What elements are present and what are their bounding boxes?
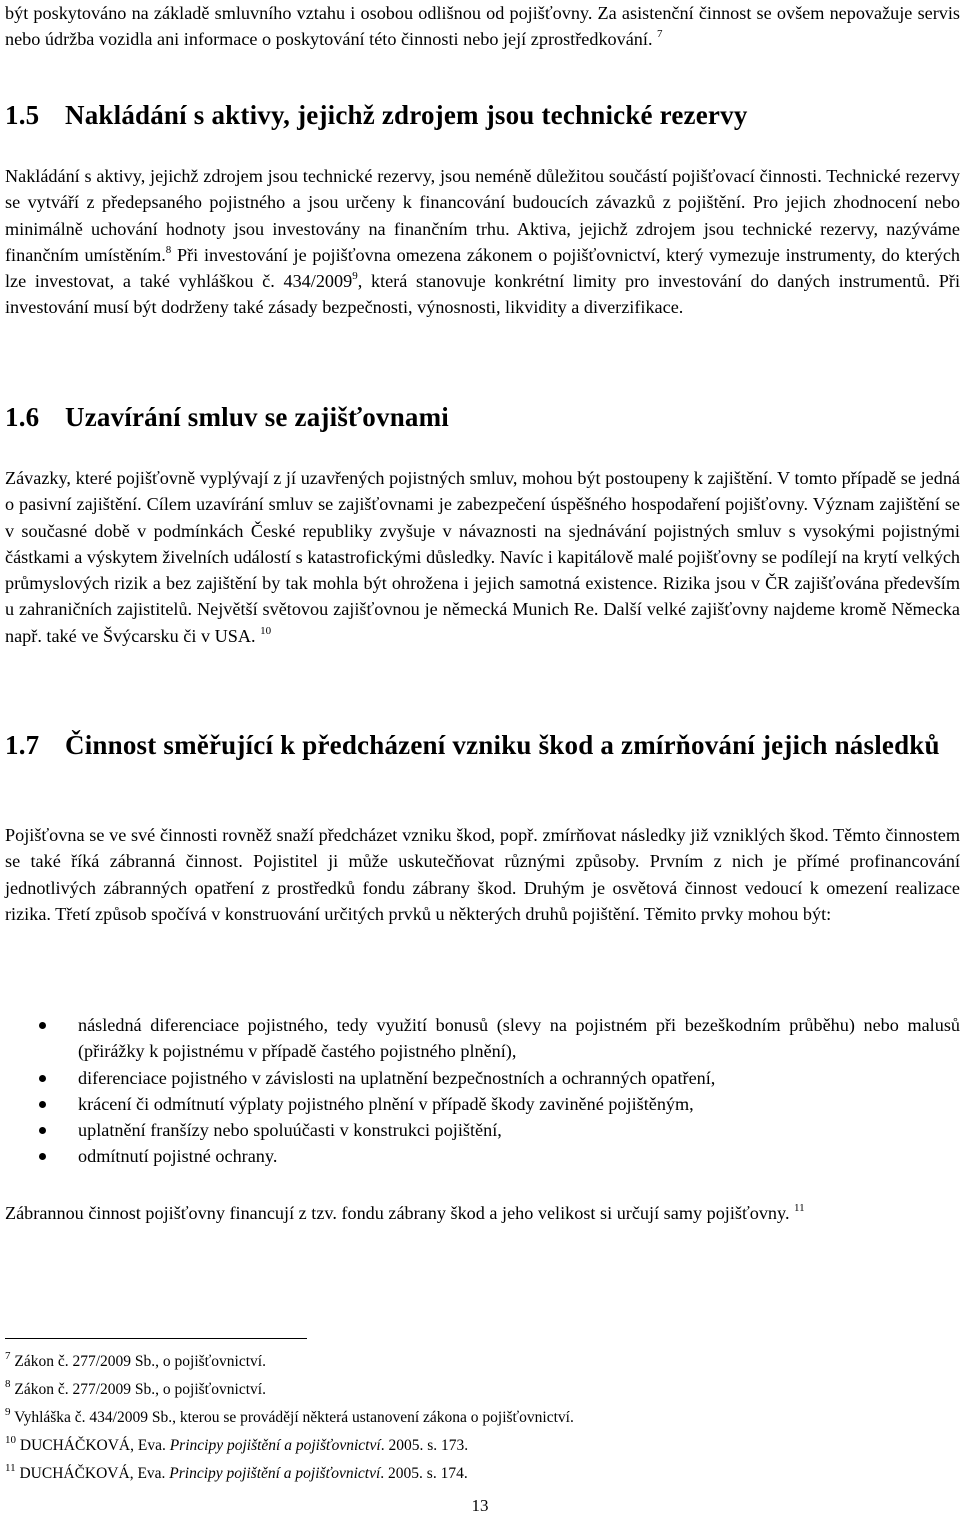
footnote-ref-10[interactable]: 10: [260, 624, 272, 637]
bullet-icon: [39, 1075, 46, 1082]
paragraph-technical-reserves: Nakládání s aktivy, jejichž zdrojem jsou technické rezervy, jsou neméně důležitou součástí pojišťovací činnosti. Technické rezervy se vytváří z předepsaného pojistného a jsou určeny k financování budoucích závazků z pojištění. Pro jejich zhodnocení nebo minimálně uchování hodnoty jsou investovány na finančním trhu. Aktiva, jejichž zdrojem jsou technické rezervy, nazýváme finančním umístěním.$^8$ Při investování je pojišťovna omezena zákonem o pojišťovnictví, který vymezuje instrumenty, do kterých lze investovat, a také vyhláškou č. 434/2009$^9$, která stanovuje konkrétní limity pro investování do daných instrumentů. Při investování musí být dodrženy také zásady bezpečnosti, výnosnosti, likvidity a diverzifikace.: [5, 166, 960, 318]
footnote-ref-8[interactable]: 8: [165, 243, 172, 256]
prevention-elements-list: [0, 1012, 960, 1170]
footnote-7: $^7$ Zákon č. 277/2009 Sb., o pojišťovnictví.: [5, 1349, 266, 1370]
paragraph-assistance-end: být poskytováno na základě smluvního vztahu i osobou odlišnou od pojišťovny. Za asistenční činnost se ovšem nepovažuje servis nebo údržba vozidla ani informace o poskytování této činnosti nebo její zprostředkování. $^7$: [5, 3, 960, 50]
list-item: uplatnění franšízy nebo spoluúčasti v konstrukci pojištění,: [0, 1117, 960, 1143]
section-title: Nakládání s aktivy, jejichž zdrojem jsou technické rezervy: [65, 100, 748, 130]
bullet-icon: [39, 1127, 46, 1134]
paragraph-prevention-fund: Zábrannou činnost pojišťovny financují z tzv. fondu zábrany škod a jeho velikost si určují samy pojišťovny. $^{11}$: [5, 1201, 805, 1223]
footnote-ref-7[interactable]: 7: [657, 28, 663, 41]
section-heading-1-6: [5, 400, 449, 434]
list-item: odmítnutí pojistné ochrany.: [0, 1143, 960, 1169]
list-item: následná diferenciace pojistného, tedy využití bonusů (slevy na pojistném při bezeškodním průběhu) nebo malusů (přirážky k pojistnému v případě častého pojistného plnění),: [0, 1012, 960, 1065]
bullet-icon: [39, 1153, 46, 1160]
section-number: 1.7: [5, 730, 40, 760]
section-number: 1.5: [5, 100, 40, 130]
footnote-10: $^{10}$ DUCHÁČKOVÁ, Eva. Principy pojištění a pojišťovnictví. 2005. s. 173.: [5, 1433, 469, 1454]
section-title: Činnost směřující k předcházení vzniku škod a zmírňování jejich následků: [65, 730, 940, 760]
bullet-icon: [39, 1101, 46, 1108]
footnote-8: $^8$ Zákon č. 277/2009 Sb., o pojišťovnictví.: [5, 1377, 266, 1398]
section-number: 1.6: [5, 402, 40, 432]
page-number: 13: [471, 1496, 489, 1515]
footnote-9: $^9$ Vyhláška č. 434/2009 Sb., kterou se provádějí některá ustanovení zákona o pojišťovnictví.: [5, 1405, 574, 1426]
section-heading-1-7: [5, 728, 960, 762]
paragraph-loss-prevention: Pojišťovna se ve své činnosti rovněž snaží předcházet vzniku škod, popř. zmírňovat následky již vzniklých škod. Těmto činnostem se také říká zábranná činnost. Pojistitel ji může uskutečňovat různými způsoby. Prvním z nich je přímé profinancování jednotlivých zábranných opatření z prostředků fondu zábrany škod. Druhým je osvětová činnost vedoucí k omezení realizace rizika. Třetí způsob spočívá v konstruování určitých prvků u některých druhů pojištění. Těmito prvky mohou být:: [5, 825, 960, 924]
paragraph-reinsurance: Závazky, které pojišťovně vyplývají z jí uzavřených pojistných smluv, mohou být postoupeny k zajištění. V tomto případě se jedná o pasivní zajištění. Cílem uzavírání smluv se zajišťovnami je zabezpečení úspěšného hospodaření pojišťovny. Význam zajištění se v současné době v podmínkách České republiky zvyšuje v návaznosti na sjednávání pojistných smluv s vysokými pojistnými částkami a výskytem živelních událostí s katastrofickými důsledky. Navíc i kapitálově malé pojišťovny se podílejí na krytí velkých průmyslových rizik a bez zajištění by tak mohla být ohrožena i jejich samotná existence. Rizika jsou v ČR zajišťována především u zahraničních zajistitelů. Největší světovou zajišťovnou je německá Munich Re. Další velké zajišťovny najdeme kromě Německa např. také ve Švýcarsku či v USA. $^{10}$: [5, 468, 960, 646]
bullet-icon: [39, 1022, 46, 1029]
section-title: Uzavírání smluv se zajišťovnami: [65, 402, 450, 432]
footnote-11: $^{11}$ DUCHÁČKOVÁ, Eva. Principy pojištění a pojišťovnictví. 2005. s. 174.: [5, 1461, 468, 1482]
footnote-separator: [5, 1338, 307, 1339]
footnote-ref-9[interactable]: 9: [352, 270, 358, 283]
list-item: krácení či odmítnutí výplaty pojistného plnění v případě škody zaviněné pojištěným,: [0, 1091, 960, 1117]
list-item: diferenciace pojistného v závislosti na uplatnění bezpečnostních a ochranných opatření,: [0, 1065, 960, 1091]
footnote-ref-11[interactable]: 11: [794, 1201, 805, 1214]
section-heading-1-5: [5, 98, 748, 132]
